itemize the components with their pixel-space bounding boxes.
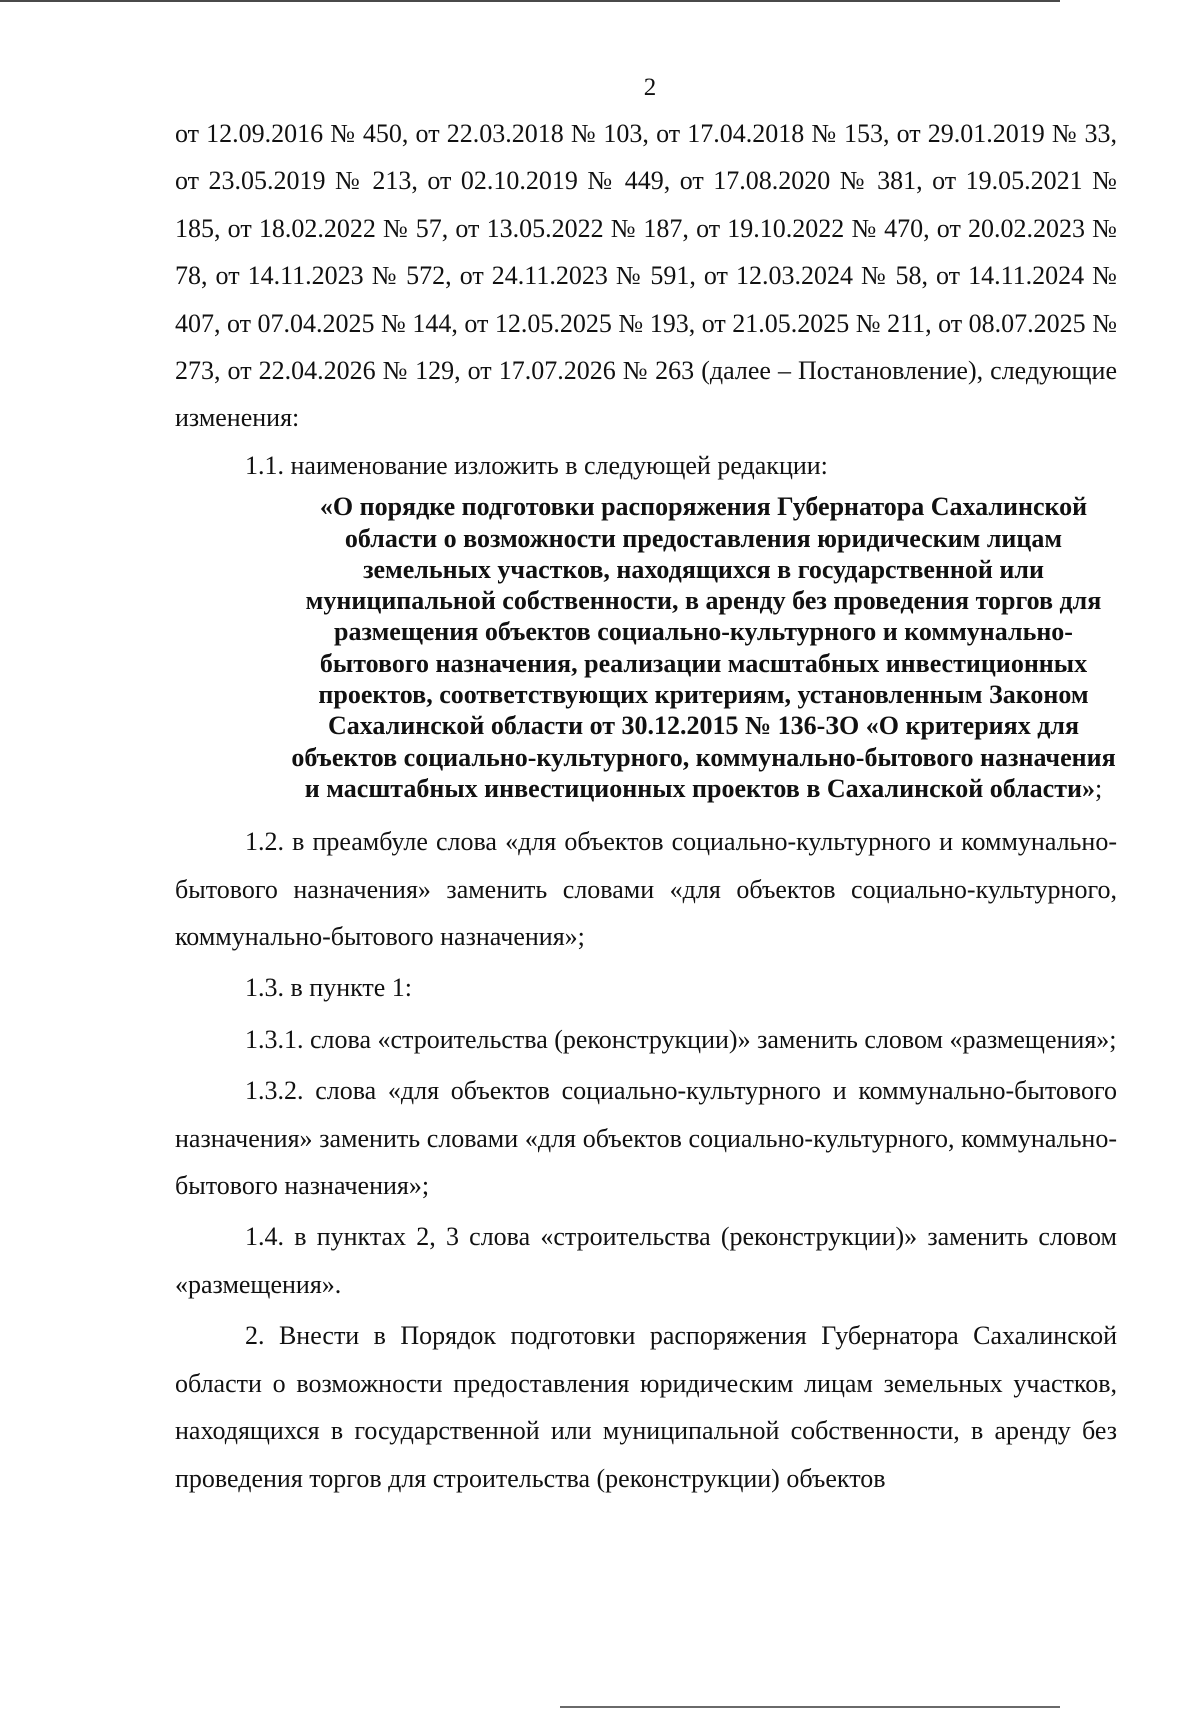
new-title-semicolon: ; bbox=[1094, 773, 1103, 803]
paragraph-1-3-1: 1.3.1. слова «строительства (реконструкции)» заменить словом «размещения»; bbox=[245, 1024, 1117, 1054]
paragraph-1-3-2: 1.3.2. слова «для объектов социально-культурного и коммунально-бытового назначения» заменить словами «для объектов социально-культурного, коммунально-бытового назначения»; bbox=[175, 1076, 1117, 1201]
paragraph-amendment-references: от 12.09.2016 № 450, от 22.03.2018 № 103, от 17.04.2018 № 153, от 29.01.2019 № 33, от 23.05.2019 № 213, от 02.10.2019 № 449, от 17.08.2020 № 381, от 19.05.2021 № 185, от 18.02.2022 № 57, от 13.05.2022 № 187, от 19.10.2022 № 470, от 20.02.2023 № 78, от 14.11.2023 № 572, от 24.11.2023 № 591, от 12.03.2024 № 58, от 14.11.2024 № 407, от 07.04.2025 № 144, от 12.05.2025 № 193, от 21.05.2025 № 211, от 08.07.2025 № 273, от 22.04.2026 № 129, от 17.07.2026 № 263 (далее – Постановление), следующие изменения: bbox=[175, 119, 1117, 433]
new-title-block bbox=[175, 491, 1117, 804]
new-title-text: «О порядке подготовки распоряжения Губернатора Сахалинской области о возможности предоставления юридическим лицам земельных участков, находящихся в государственной или муниципальной собственности, в аренду без проведения торгов для размещения объектов социально-культурного и коммунально-бытового назначения, реализации масштабных инвестиционных проектов, соответствующих критериям, установленным Законом Сахалинской области от 30.12.2015 № 136-ЗО «О критериях для объектов социально-культурного, коммунально-бытового назначения и масштабных инвестиционных проектов в Сахалинской области» bbox=[291, 492, 1116, 803]
paragraph-1-4: 1.4. в пунктах 2, 3 слова «строительства (реконструкции)» заменить словом «размещения». bbox=[175, 1222, 1117, 1299]
page-number: 2 bbox=[643, 74, 657, 101]
paragraph-1-3: 1.3. в пункте 1: bbox=[245, 973, 413, 1003]
document-body bbox=[175, 110, 1117, 1502]
paragraph-2: 2. Внести в Порядок подготовки распоряжения Губернатора Сахалинской области о возможности предоставления юридическим лицам земельных участков, находящихся в государственной или муниципальной собственности, в аренду без проведения торгов для строительства (реконструкции) объектов bbox=[175, 1321, 1117, 1493]
paragraph-1-1: 1.1. наименование изложить в следующей редакции: bbox=[245, 450, 828, 480]
scan-edge-bottom bbox=[560, 1706, 1060, 1708]
scan-edge-top bbox=[0, 0, 1060, 2]
paragraph-1-2: 1.2. в преамбуле слова «для объектов социально-культурного и коммунально-бытового назначения» заменить словами «для объектов социально-культурного, коммунально-бытового назначения»; bbox=[175, 827, 1117, 952]
